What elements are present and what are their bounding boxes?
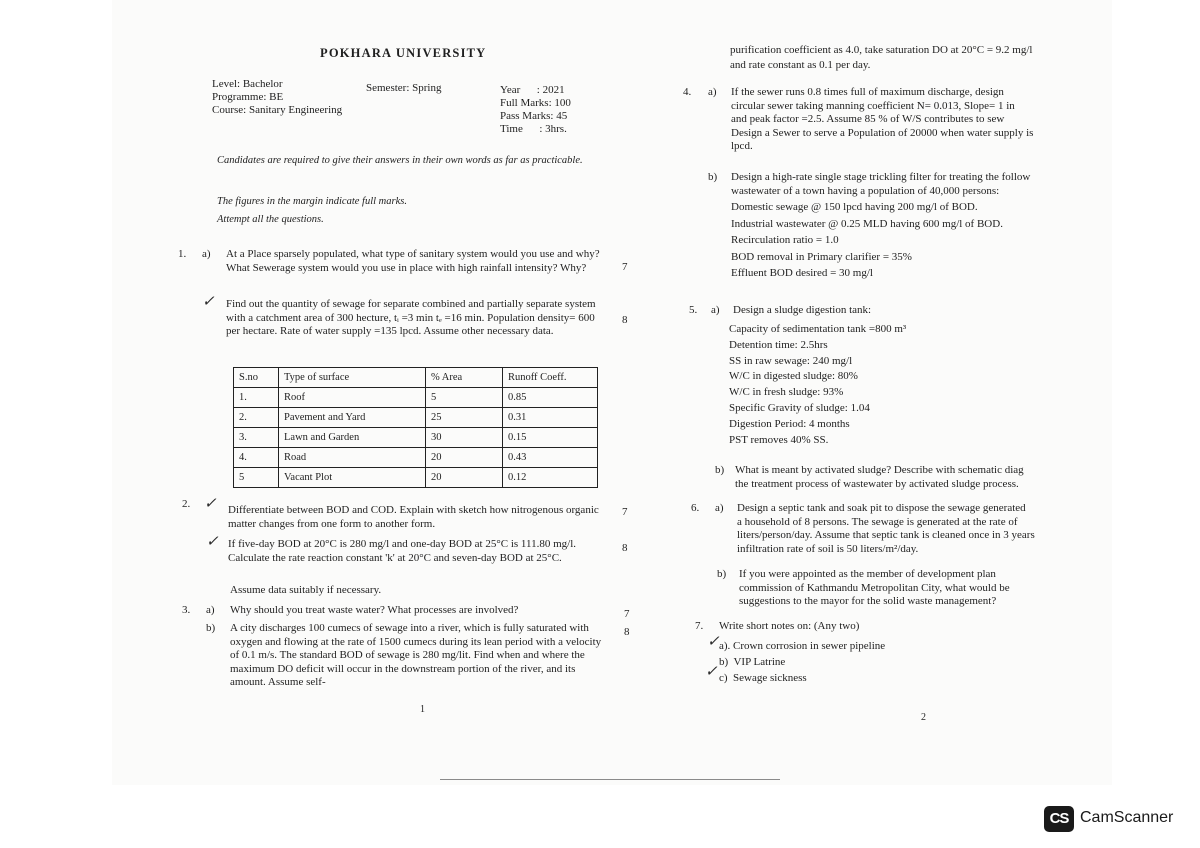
q5a-title: Design a sludge digestion tank: (733, 304, 872, 316)
q6b-label: b) (717, 568, 727, 580)
handwritten-tick-mark: ✓ (206, 534, 219, 550)
runoff-table (233, 367, 598, 488)
q1a-label: a) (202, 248, 211, 260)
q3b-text: A city discharges 100 cumecs of sewage into a river, which is fully saturated with oxygen and flowing at the rate of 1500 cumecs during its lean period with a velocity of 0.1 m/s. The standard BOD of sewage is 280 mg/lit. Find when and where the maximum DO deficit will occur in the downstream portion of the river, and its amount. Assume self- (230, 622, 602, 688)
full-marks-line: Full Marks: 100 (500, 97, 571, 109)
table-row (234, 408, 598, 428)
table-header-sno: S.no (234, 368, 279, 388)
table-cell: Vacant Plot (279, 468, 426, 488)
q3a-label: a) (206, 604, 215, 616)
exam-meta (500, 84, 571, 136)
q4b-text (731, 171, 1030, 281)
q1a-text: At a Place sparsely populated, what type of sanitary system would you use and why? What Sewerage system would you use in place with high rainfall intensity? Why? (226, 248, 600, 274)
q6b-text (739, 568, 1010, 609)
course-info (212, 78, 342, 117)
q3b-label: b) (206, 622, 216, 634)
table-cell: 0.43 (503, 448, 598, 468)
q2a-text: Differentiate between BOD and COD. Explain with sketch how nitrogenous organic matter changes from one form to another form. (228, 504, 599, 530)
table-cell: Road (279, 448, 426, 468)
text-line: infiltration rate of soil is 50 liters/m²/day. (737, 542, 919, 555)
text-line: W/C in digested sludge: 80% (729, 370, 858, 383)
table-row (234, 448, 598, 468)
table-cell: Roof (279, 388, 426, 408)
text-line: Industrial wastewater @ 0.25 MLD having 600 mg/l of BOD. (731, 217, 1003, 230)
text-line: Domestic sewage @ 150 lpcd having 200 mg/l of BOD. (731, 201, 978, 213)
list-item: c) Sewage sickness (719, 672, 807, 684)
text-line: Effluent BOD desired = 30 mg/l (731, 267, 873, 279)
page-number-1: 1 (420, 704, 425, 715)
table-cell: 3. (234, 428, 279, 448)
q6a-label: a) (715, 502, 724, 514)
course-line: Course: Sanitary Engineering (212, 104, 343, 116)
table-row (234, 468, 598, 488)
q4a-label: a) (708, 86, 717, 98)
text-line: Design a septic tank and soak pit to dispose the sewage generated (737, 502, 1026, 514)
table-cell: 0.31 (503, 408, 598, 428)
semester-line: Semester: Spring (366, 82, 442, 94)
time-line: Time : 3hrs. (500, 123, 567, 135)
text-line: commission of Kathmandu Metropolitan City, what would be (739, 581, 1010, 594)
text-line: Design a Sewer to serve a Population of 20000 when water supply is (731, 126, 1034, 139)
q3-continuation-1: purification coefficient as 4.0, take saturation DO at 20°C = 9.2 mg/l (730, 44, 1033, 56)
table-cell: 5 (426, 388, 503, 408)
q4b-label: b) (708, 171, 718, 183)
pass-marks-line: Pass Marks: 45 (500, 110, 568, 122)
year-line: Year : 2021 (500, 84, 565, 96)
table-cell: 1. (234, 388, 279, 408)
table-cell: Pavement and Yard (279, 408, 426, 428)
q6-number: 6. (691, 502, 700, 514)
q2b-marks: 8 (622, 542, 628, 554)
q3b-marks: 8 (624, 626, 630, 638)
q3a-text: Why should you treat waste water? What processes are involved? (230, 604, 519, 616)
exam-page-1 (170, 40, 645, 730)
table-cell: 5 (234, 468, 279, 488)
text-line: If the sewer runs 0.8 times full of maximum discharge, design (731, 86, 1004, 98)
text-line: the treatment process of wastewater by activated sludge process. (735, 477, 1019, 490)
list-item: b) VIP Latrine (719, 656, 786, 668)
text-line: Specific Gravity of sludge: 1.04 (729, 401, 870, 414)
q5-number: 5. (689, 304, 698, 316)
text-line: lpcd. (731, 140, 753, 152)
programme-line: Programme: BE (212, 91, 284, 103)
table-cell: 2. (234, 408, 279, 428)
q1-number: 1. (178, 248, 187, 260)
q4a-text (731, 86, 1033, 154)
table-cell: 20 (426, 468, 503, 488)
text-line: Design a high-rate single stage trickling filter for treating the follow (731, 171, 1031, 183)
q4-number: 4. (683, 86, 692, 98)
text-line: liters/person/day. Assume that septic tank is cleaned once in 3 years (737, 529, 1035, 541)
text-line: wastewater of a town having a population of 40,000 persons: (731, 184, 1000, 197)
q1b-text: Find out the quantity of sewage for separate combined and partially separate system with a catchment area of 300 hecture, tᵢ =3 min tₑ =16 min. Population density= 600 per hectare. Rate of water supply =135 lpcd. Assume other necessary data. (226, 298, 596, 337)
exam-page-2 (675, 40, 1200, 740)
table-cell: 20 (426, 448, 503, 468)
table-header-row (234, 368, 598, 388)
q5a-label: a) (711, 304, 720, 316)
handwritten-tick-mark: ✓ (705, 664, 718, 680)
q7-items (719, 638, 885, 686)
table-row (234, 428, 598, 448)
q3a-marks: 7 (624, 608, 630, 620)
table-cell: 0.15 (503, 428, 598, 448)
text-line: SS in raw sewage: 240 mg/l (729, 354, 853, 367)
table-row (234, 388, 598, 408)
handwritten-tick-mark: ✓ (202, 294, 215, 310)
q3-number: 3. (182, 604, 191, 616)
text-line: If you were appointed as the member of development plan (739, 568, 996, 580)
university-title: POKHARA UNIVERSITY (320, 46, 487, 60)
instruction-3: Attempt all the questions. (217, 214, 324, 225)
camscanner-watermark: CamScanner (1080, 809, 1174, 826)
text-line: Digestion Period: 4 months (729, 417, 850, 430)
list-item: a). Crown corrosion in sewer pipeline (719, 640, 886, 652)
q7-title: Write short notes on: (Any two) (719, 620, 860, 632)
q1b-marks: 8 (622, 314, 628, 326)
table-cell: 0.85 (503, 388, 598, 408)
text-line: PST removes 40% SS. (729, 433, 829, 446)
handwritten-tick-mark: ✓ (204, 496, 217, 512)
text-line: suggestions to the mayor for the solid waste management? (739, 595, 997, 607)
text-line: Capacity of sedimentation tank =800 m³ (729, 323, 907, 335)
text-line: W/C in fresh sludge: 93% (729, 386, 844, 399)
q3-continuation-2: and rate constant as 0.1 per day. (730, 59, 871, 71)
table-header-area: % Area (426, 368, 503, 388)
table-header-runoff: Runoff Coeff. (503, 368, 598, 388)
table-cell: 30 (426, 428, 503, 448)
q2a-marks: 7 (622, 506, 628, 518)
q2-note: Assume data suitably if necessary. (230, 584, 382, 596)
instruction-1: Candidates are required to give their answers in their own words as far as practicable. (217, 155, 583, 166)
instruction-2: The figures in the margin indicate full marks. (217, 196, 407, 207)
q2b-text: If five-day BOD at 20°C is 280 mg/l and one-day BOD at 25°C is 111.80 mg/l. Calculate the rate reaction constant 'k' at 20°C and seven-day BOD at 25°C. (228, 538, 577, 564)
table-cell: 25 (426, 408, 503, 428)
text-line: Detention time: 2.5hrs (729, 338, 828, 351)
q5b-label: b) (715, 464, 725, 476)
text-line: BOD removal in Primary clarifier = 35% (731, 250, 912, 263)
text-line: What is meant by activated sludge? Describe with schematic diag (735, 464, 1024, 476)
q2-number: 2. (182, 498, 191, 510)
q1a-marks: 7 (622, 261, 628, 273)
text-line: and peak factor =2.5. Assume 85 % of W/S contributes to sew (731, 113, 1005, 125)
table-cell: 0.12 (503, 468, 598, 488)
scan-edge-line (440, 779, 780, 780)
text-line: Recirculation ratio = 1.0 (731, 234, 839, 246)
q7-number: 7. (695, 620, 704, 632)
table-cell: 4. (234, 448, 279, 468)
q6a-text (737, 502, 1035, 556)
table-cell: Lawn and Garden (279, 428, 426, 448)
handwritten-tick-mark: ✓ (707, 634, 720, 650)
q5a-data (729, 322, 906, 448)
camscanner-logo-icon: CS (1044, 806, 1074, 832)
text-line: a household of 8 persons. The sewage is generated at the rate of (737, 515, 1018, 528)
text-line: circular sewer taking manning coefficient N= 0.013, Slope= 1 in (731, 99, 1015, 112)
page-number-2: 2 (921, 712, 926, 723)
level-line: Level: Bachelor (212, 78, 283, 90)
table-header-surface: Type of surface (279, 368, 426, 388)
q5b-text (735, 464, 1024, 491)
